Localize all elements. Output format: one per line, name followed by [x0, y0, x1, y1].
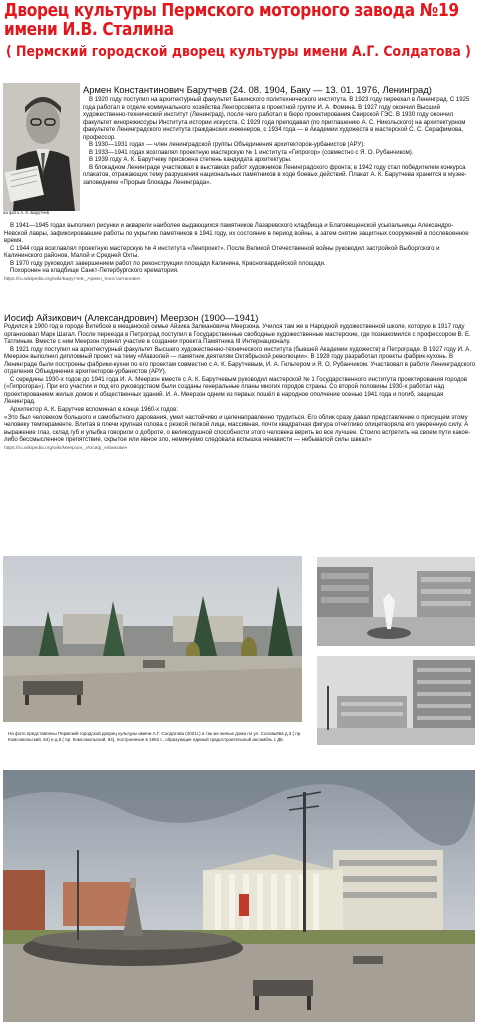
page-subtitle: ( Пермский городской дворец культуры имени А.Г. Солдатова ): [6, 44, 471, 60]
bio-paragraph: С 1944 года возглавлял проектную мастерскую № 4 института «Ленпроект». После Великой Отечественной войны руководил застройкой Выборгского и Калининского районов, Малой и Средней Охты.: [4, 245, 440, 260]
park-square-photo: [3, 556, 302, 722]
bio-paragraph: В 1939 году А. К. Барутчеву присвоена степень кандидата архитектуры.: [89, 157, 292, 164]
source-link[interactable]: https://ru.wikipedia.org/wiki/Барутчев,_Армен_Константинович: [4, 276, 141, 282]
palace-of-culture-photo: [3, 770, 475, 1022]
bio-paragraph: В 1920 году поступил на архитектурный факультет Бакинского политехнического института. В 1923 году переехал в Ленинград. С 1925 года работал в отделе коммунального хозяйства Ленгорсовета в проектной группе И. А. Фомина. В 1927 году окончил Высший художественно-технический институт (Ленинград), после чего работал в бюро проектирования Свирской ГЭС. В 1930 году окончил факультет кинорежиссуры Института истории искусств. С 1929 года преподавал (по приглашению А. С. Никольского) на архитектурном факультете Ленинградского института гражданских инженеров, с 1934 года — в Академии художеств в мастерской С. С. Серафимова, профессор.: [83, 97, 470, 141]
bio-paragraph: В 1970 году руководил завершением работ по реконструкции площади Калинина, Красногвардейской площади.: [10, 260, 326, 267]
bio-paragraph: В 1930—1931 годах — член ленинградской группы Объединения архитекторов-урбанистов (АРУ).: [89, 142, 365, 149]
bio-paragraph: Архитектор А. К. Барутчев вспоминал в конце 1960-х годов:: [10, 407, 178, 414]
page-title: Дворец культуры Пермского моторного завода №19 имени И.В. Сталина: [4, 1, 459, 40]
bio-paragraph: В блокадном Ленинграде участвовал в выставках работ художников Ленинградского фронта; в 1942 году стал победителем конкурса плакатов, отражающих тему разрушения национальных памятников в ходе боевых действий. Плакат А. К. Барутчева хранится в музее-заповеднике «Прорыв блокады Ленинграда».: [83, 164, 467, 187]
bio-paragraph: С середины 1930-х годов до 1941 года И. А. Меерзон вместе с А. К. Барутчевым руководил мастерской № 1 Государственного института проектирования городов («Гипрогора»). При его участии и под его руководством были созданы генеральные планы многих городов страны. Со второй половины 1930-х работал над проектированием жилых домов и общественных зданий. И. А. Меерзон одним из первых пошёл в народное ополчение осенью 1941 года и погиб, защищая Ленинград.: [4, 376, 467, 406]
photos-caption: На фото представлены Пермский городской дворец культуры имени А.Г. Солдатова (2021г.) а так же жилые дома по ул. Соловьёва д.3 ( пр. Комсомольский, 84) и д.8 ( пр. Комсомольский, 84), построенные в 1952 г., образующие единый градостроительный ансамбль с ДК.: [8, 731, 302, 743]
historic-photo-1: [317, 557, 475, 646]
barutchev-portrait: [3, 83, 80, 211]
bio-paragraph: В 1933—1941 годах возглавлял проектную мастерскую № 1 института «Гипрогор» (совместно с Я. О. Рубанчиком).: [89, 149, 414, 156]
source-link[interactable]: https://ru.wikipedia.org/wiki/Меерзон,_Иосиф_Айзикович: [4, 445, 128, 451]
barutchev-heading: Армен Константинович Барутчев (24. 08. 1904, Баку — 13. 01. 1976, Ленинград): [83, 84, 432, 95]
bio-quote: «Это был человеком большого и самобытного дарования, умел настойчиво и целенаправленно трудиться. Его облик сразу давал представление о присущем этому человеку темпераменте. Влитая в плечи крупная голова с резкой лепкой лица, массивная, почти квадратная фигура отчетливо олицетворяла его уверенную силу. А выражение глаз, склад губ и улыбка говорили о доброте, о великодушной способности этого человека верить во все лучшее. Стоило встретить на своем пути какое-либо бессмысленное препятствие, скрытое или явное зло, неминуемо следовала вспышка ненависти — небывалой силы швкал»: [4, 414, 471, 444]
bio-paragraph: В 1921 году поступил на архитектурный факультет Высшего художественно-технического института (бывшей Академии художеств) в Петрограде. В 1927 году И. А. Меерзон выполнил дипломный проект на тему «Мавзолей — памятник деятелям Октябрьской революции». В 1928 году разработал проекты фабрик-кухонь. В Ленинграде были построены фабрики-кухни по его проектам совместно с А. К. Барутчевым, И. А. Гильтером и Я. О. Рубанчиком. Участвовал в работе Ленинградского отделения Объединения архитекторов-урбанистов (АРУ).: [4, 346, 476, 376]
bio-paragraph: Похоронен на кладбище Санкт-Петербургского крематория.: [10, 268, 179, 275]
meerzon-bio: [4, 324, 476, 452]
historic-photo-2: [317, 656, 475, 745]
barutchev-bio-top: [83, 97, 474, 188]
barutchev-bio-bottom: [4, 223, 476, 283]
bio-paragraph: Родился в 1900 год в городе Витебске в мещанской семье Айзика Залмановича Меерзона. Учился там же в Народной художественной школе, которую в 1917 году организовал Марк Шагал. После переезда в Петроград поступил в Государственные свободные художественные мастерские, где познакомился с профессором В. Е. Татлиным. Вместе с ним Меерзон принял участие в создании проекта Памятника III Интернационалу.: [4, 324, 471, 346]
portrait-caption: на фото А. К. Барутчев: [3, 210, 50, 215]
bio-paragraph: В 1941—1945 годах выполнил рисунки и акварели наиболее выдающихся памятников Лазаревского кладбища и Благовещенской усыпальницы Александро-Невской лавры, зафиксировавшие работы по укрытию памятников в 1941 году, их состояние в период войны, а затем снятие защитных сооружений в послевоенное время.: [4, 223, 469, 245]
meerzon-heading: Иосиф Айзикович (Александрович) Меерзон (1900—1941): [4, 312, 259, 323]
